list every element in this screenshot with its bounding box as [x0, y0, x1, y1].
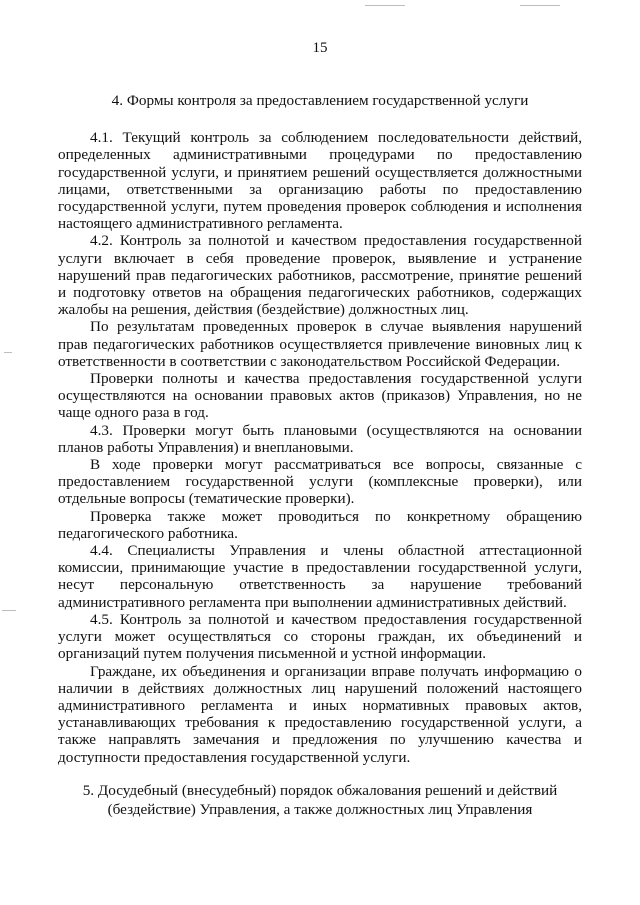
section-5-heading-line-2: (бездействие) Управления, а также должностных лиц Управления [107, 801, 533, 818]
paragraph-4-2-checks: Проверки полноты и качества предоставления государственной услуги осуществляются на основании правовых актов (приказов) Управления, но не чаще одного раза в год. [58, 370, 582, 422]
paragraph-4-5: 4.5. Контроль за полнотой и качеством предоставления государственной услуги может осуществляться со стороны граждан, их объединений и организаций путем получения письменной и устной информации. [58, 610, 582, 663]
paragraph-4-1: 4.1. Текущий контроль за соблюдением последовательности действий, определенных административными процедурами по предоставлению государственной услуги, и принятием решений осуществляется должностными лицами, ответственными за организацию работы по предоставлению государственной услуги, путем проведения проверок соблюдения и исполнения настоящего административного регламента. [58, 129, 582, 233]
section-5-heading [58, 781, 582, 819]
paragraph-4-3: 4.3. Проверки могут быть плановыми (осуществляются на основании планов работы Управления) и внеплановыми. [58, 421, 582, 456]
scan-artifact-left-2 [2, 610, 16, 611]
section-5-heading-line-1: 5. Досудебный (внесудебный) порядок обжалования решений и действий [82, 782, 558, 799]
paragraph-4-2: 4.2. Контроль за полнотой и качеством предоставления государственной услуги включает в себя проведение проверок, выявление и устранение нарушений прав педагогических работников, рассмотрение, принятие решений и подготовку ответов на обращения педагогических работников, содержащих жалобы на решения, действия (бездействие) должностных лиц. [58, 232, 582, 319]
paragraph-4-5-citizens: Граждане, их объединения и организации вправе получать информацию о наличии в действиях должностных лиц нарушений положений настоящего административного регламента и иных нормативных правовых актов, устанавливающих требования к предоставлению государственной услуги, а также направлять замечания и предложения по улучшению качества и доступности предоставления государственной услуги. [58, 662, 582, 766]
paragraph-4-3-scope: В ходе проверки могут рассматриваться все вопросы, связанные с предоставлением государственной услуги (комплексные проверки), или отдельные вопросы (тематические проверки). [58, 456, 582, 508]
paragraph-4-4: 4.4. Специалисты Управления и члены областной аттестационной комиссии, принимающие участие в предоставлении государственной услуги, несут персональную ответственность за нарушение требований административного регламента при выполнении административных действий. [58, 542, 582, 611]
scan-artifact-left-1 [4, 352, 12, 353]
paragraph-4-2-results: По результатам проведенных проверок в случае выявления нарушений прав педагогических работников осуществляется привлечение виновных лиц к ответственности в соответствии с законодательством Российской Федерации. [58, 318, 582, 370]
document-body [58, 92, 582, 766]
section-4-heading: 4. Формы контроля за предоставлением государственной услуги [111, 92, 529, 109]
scan-artifact-top-right [520, 5, 560, 6]
scan-artifact-top [365, 5, 405, 6]
paragraph-4-3-request: Проверка также может проводиться по конкретному обращению педагогического работника. [58, 507, 582, 542]
page-number: 15 [312, 40, 328, 56]
